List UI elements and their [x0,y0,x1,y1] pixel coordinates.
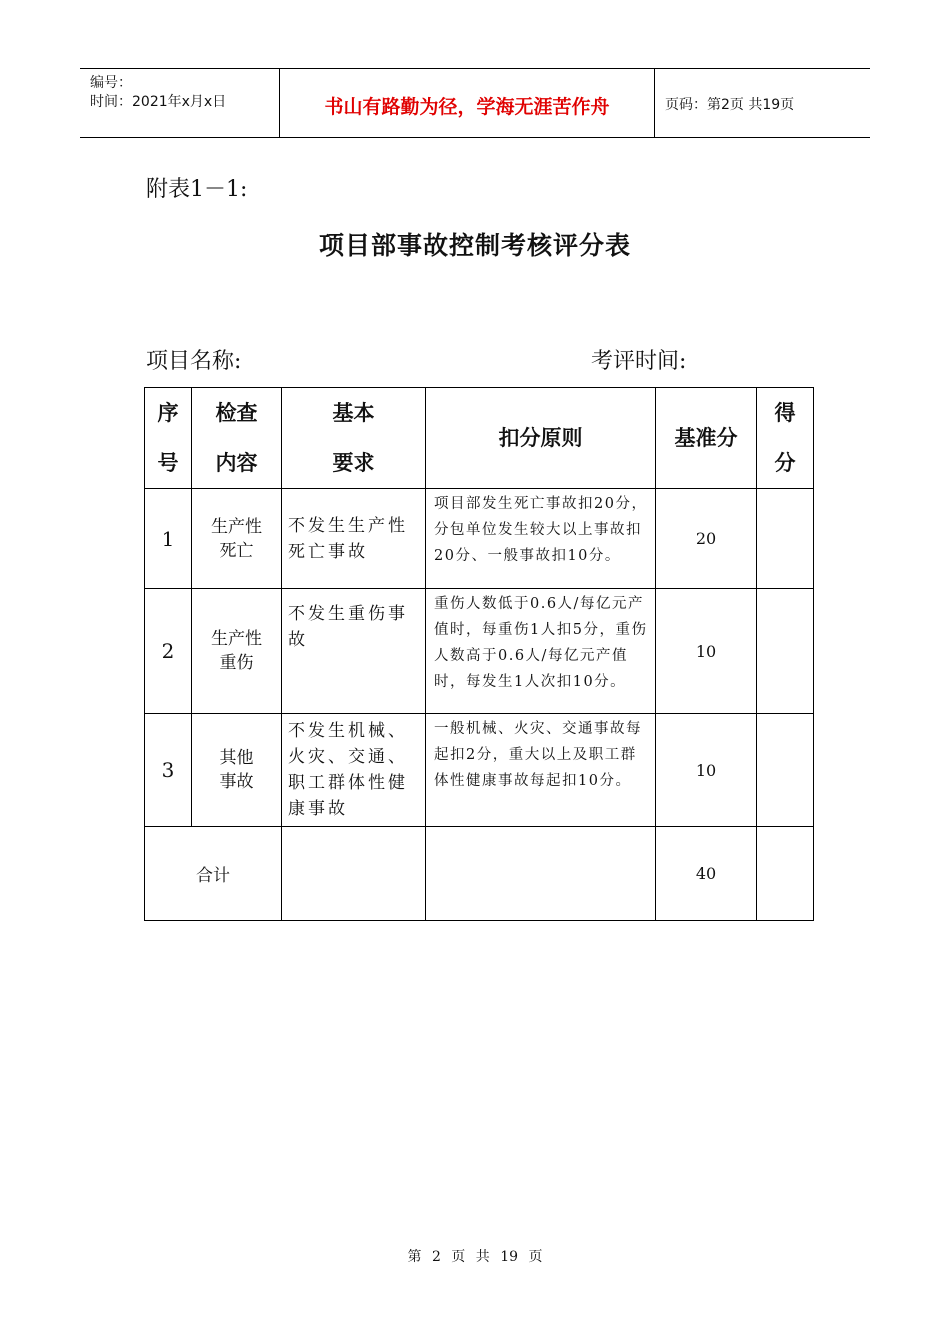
header-item: 检查 内容 [192,388,282,489]
row-no: 1 [145,489,192,589]
row-item: 生产性 重伤 [192,589,282,714]
project-name-label: 项目名称: [146,349,242,374]
row-item: 生产性 死亡 [192,489,282,589]
row-score[interactable] [757,489,814,589]
header-meta [80,69,280,137]
table-header-row [145,388,814,489]
row-no: 3 [145,714,192,827]
row-rule: 一般机械、火灾、交通事故每起扣2分，重大以上及职工群体性健康事故每起扣10分。 [426,714,656,827]
eval-time-label: 考评时间: [591,349,687,374]
row-rule: 重伤人数低于0.6人/每亿元产值时，每重伤1人扣5分，重伤人数高于0.6人/每亿元产值时，每发生1人次扣10分。 [426,589,656,714]
total-base-score: 40 [656,827,757,921]
page-footer: 第 2 页 共 19 页 [407,1249,543,1265]
total-score[interactable] [757,827,814,921]
row-item: 其他 事故 [192,714,282,827]
motto: 书山有路勤为径，学海无涯苦作舟 [324,96,610,118]
header-motto-cell [280,69,655,137]
appendix-label: 附表1－1: [146,177,248,202]
row-base-score: 10 [656,714,757,827]
header-page-cell [655,69,870,137]
table-total-row [145,827,814,921]
row-score[interactable] [757,589,814,714]
page-info: 页码：第2页 共19页 [665,97,795,113]
row-score[interactable] [757,714,814,827]
table-row [145,489,814,589]
doc-date: 时间：2021年x月x日 [90,94,227,110]
header-score: 得 分 [757,388,814,489]
header-rule: 扣分原则 [426,388,656,489]
page-header [80,68,870,138]
table-row [145,589,814,714]
doc-number-label: 编号： [90,75,132,91]
row-base-score: 10 [656,589,757,714]
header-requirement: 基本 要求 [282,388,426,489]
total-requirement-empty [282,827,426,921]
total-label: 合计 [145,827,282,921]
table-row [145,714,814,827]
row-base-score: 20 [656,489,757,589]
row-rule: 项目部发生死亡事故扣20分，分包单位发生较大以上事故扣20分、一般事故扣10分。 [426,489,656,589]
score-table [144,387,814,921]
row-requirement: 不发生机械、火灾、交通、职工群体性健康事故 [282,714,426,827]
row-requirement: 不发生重伤事故 [282,589,426,714]
page-title: 项目部事故控制考核评分表 [318,231,631,260]
header-base: 基准分 [656,388,757,489]
row-requirement: 不发生生产性死亡事故 [282,489,426,589]
total-rule-empty [426,827,656,921]
header-no: 序 号 [145,388,192,489]
row-no: 2 [145,589,192,714]
